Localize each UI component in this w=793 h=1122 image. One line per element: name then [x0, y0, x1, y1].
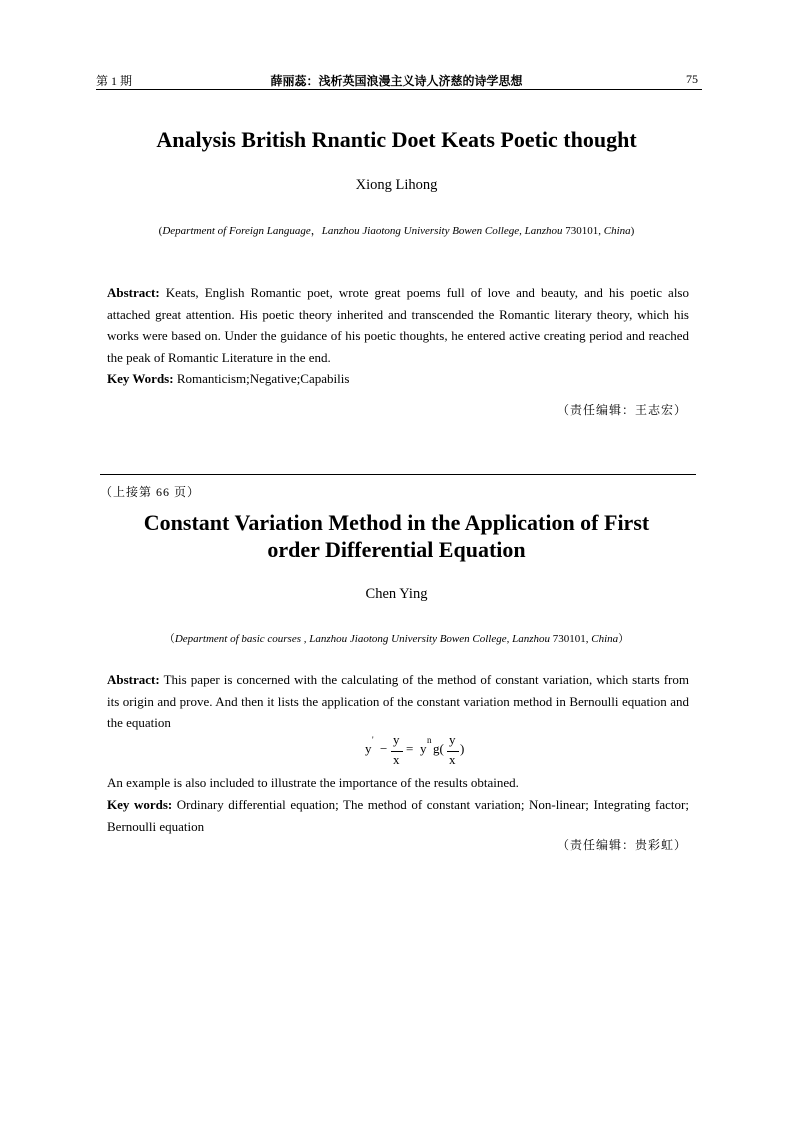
- article1-editor: （责任编辑：王志宏）: [556, 403, 687, 417]
- article-separator: [100, 474, 696, 475]
- article1-abstract-label: Abstract:: [107, 285, 160, 300]
- eq-frac2-num: y: [449, 732, 456, 747]
- article2-title: [0, 509, 793, 563]
- eq-equals: =: [406, 741, 414, 756]
- eq-frac2-den: x: [449, 752, 456, 767]
- article1-abstract: [107, 282, 689, 368]
- article2-title-line1: Constant Variation Method in the Application of First: [143, 510, 650, 535]
- article1-title: Analysis British Rnantic Doet Keats Poetic thought: [156, 127, 637, 152]
- equation: [365, 732, 475, 772]
- article1-keywords-text: Romanticism;Negative;Capabilis: [173, 371, 350, 386]
- header-rule: [96, 89, 702, 90]
- article2-keywords-text: Ordinary differential equation; The method of constant variation; Non-linear; Integrating factor; Bernoulli equation: [107, 797, 689, 834]
- eq-frac1-num: y: [393, 732, 400, 747]
- eq-y2: y: [420, 741, 427, 756]
- article1-affiliation: (Department of Foreign Language，Lanzhou Jiaotong University Bowen College, Lanzhou 730101, China): [158, 225, 635, 237]
- article1-abstract-text: Keats, English Romantic poet, wrote great poems full of love and beauty, and his poetic also attached great attention. His poetic theory inherited and transcended the Romantic literary theory, which his works were based on. Under the guidance of his poetic thoughts, he entered active creating period and reached the peak of Romantic Literature in the end.: [107, 285, 689, 365]
- article1-keywords: [107, 368, 689, 390]
- eq-close-paren: ): [460, 741, 465, 756]
- article2-abstract-text: This paper is concerned with the calculating of the method of constant variation, which starts from its origin and prove. And then it lists the application of the constant variation method in Bernoulli equation and the equation: [107, 672, 689, 730]
- continued-from-note: （上接第 66 页）: [100, 485, 201, 499]
- article2-title-line2: order Differential Equation: [267, 537, 526, 562]
- header-issue: 第 1 期: [96, 74, 133, 88]
- eq-minus: −: [380, 741, 388, 756]
- article2-keywords-label: Key words:: [107, 797, 173, 812]
- article1-keywords-label: Key Words:: [107, 371, 174, 386]
- header-running-title: 薛丽蕊：浅析英国浪漫主义诗人济慈的诗学思想: [270, 74, 523, 88]
- article2-author: Chen Ying: [365, 586, 428, 602]
- article2-example: An example is also included to illustrate the importance of the results obtained.: [107, 775, 519, 790]
- article2-keywords: [107, 794, 689, 837]
- eq-g-open: g(: [433, 741, 444, 756]
- eq-frac1-den: x: [393, 752, 400, 767]
- eq-prime: ': [372, 735, 374, 745]
- article2-abstract: [107, 669, 689, 734]
- article2-editor: （责任编辑：贵彩虹）: [556, 838, 687, 852]
- header-page-number: 75: [686, 72, 698, 86]
- eq-exponent-n: n: [427, 735, 432, 745]
- article2-affiliation: （Department of basic courses , Lanzhou Jiaotong University Bowen College, Lanzhou 730101, China）: [163, 633, 630, 645]
- article2-abstract-label: Abstract:: [107, 672, 160, 687]
- article1-author: Xiong Lihong: [355, 177, 438, 193]
- eq-y: y: [365, 741, 372, 756]
